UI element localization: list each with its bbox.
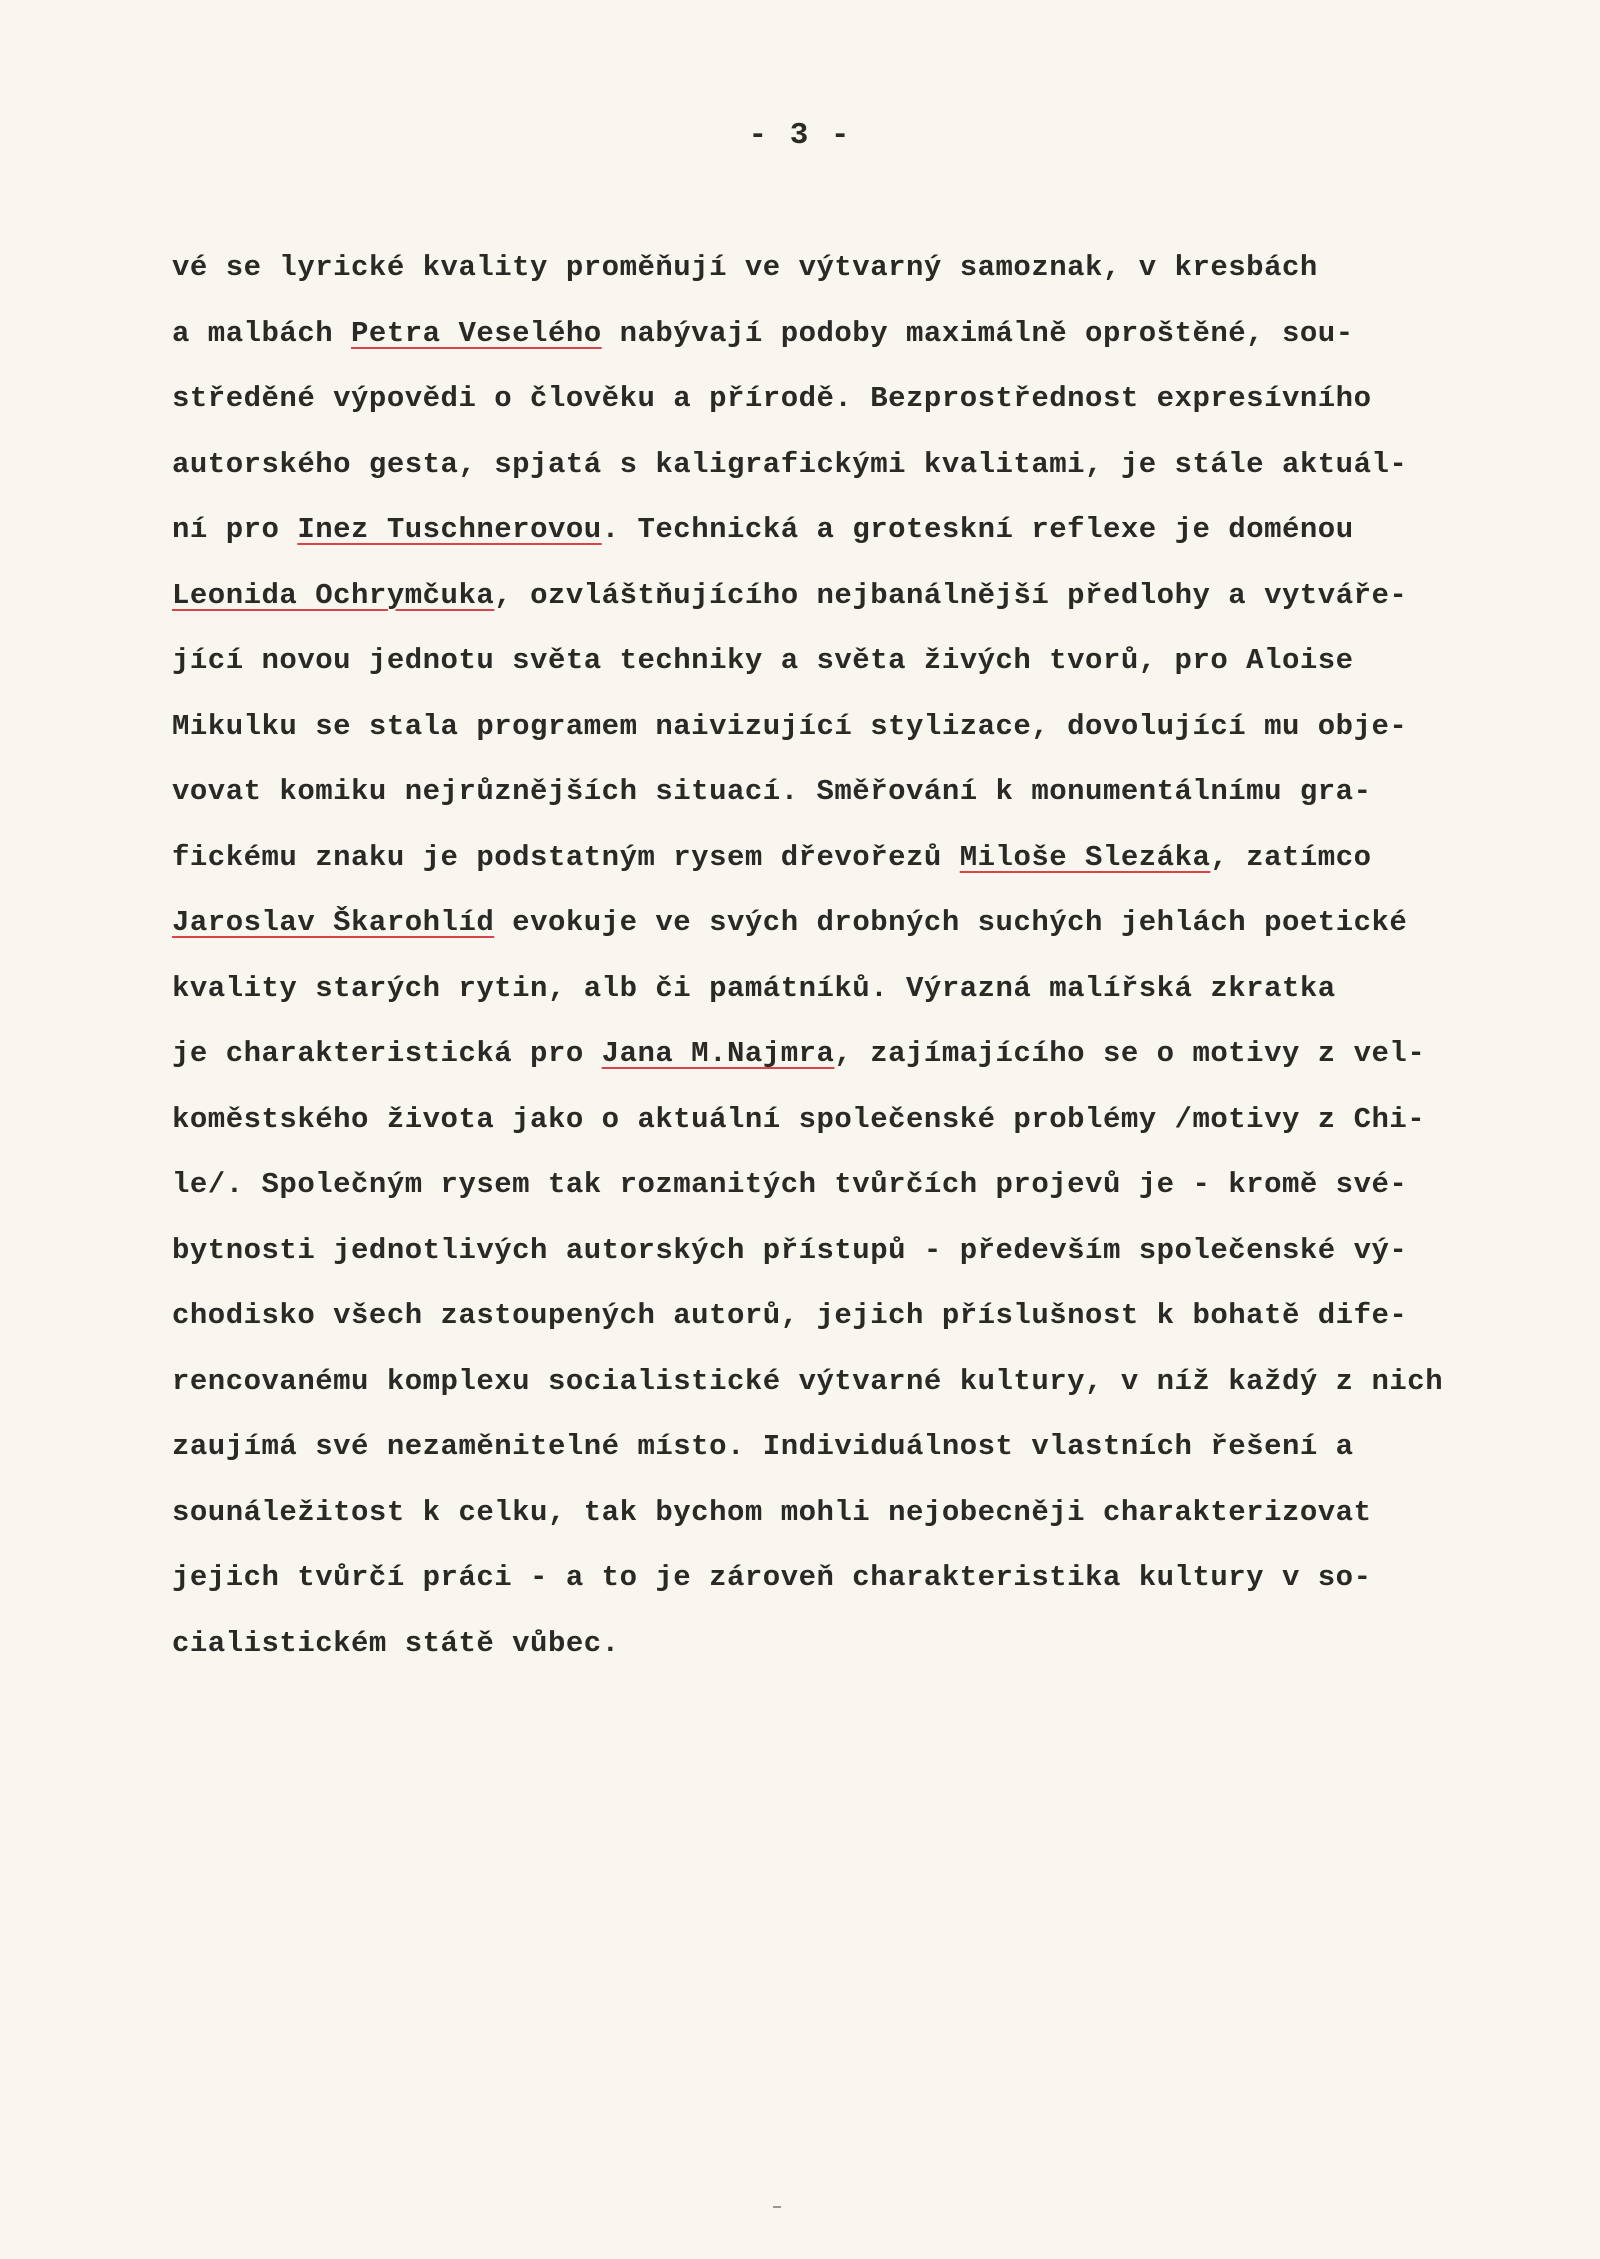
text-segment: středěné výpovědi o člověku a přírodě. Bezprostřednost expresívního — [172, 382, 1372, 415]
text-segment: vé se lyrické kvality proměňují ve výtvarný samoznak, v kresbách — [172, 251, 1318, 284]
text-segment: je charakteristická pro — [172, 1037, 602, 1070]
text-segment: jejich tvůrčí práci - a to je zároveň charakteristika kultury v so- — [172, 1561, 1372, 1594]
text-line — [172, 379, 1592, 445]
text-segment: ní pro — [172, 513, 298, 546]
text-line — [172, 1624, 1592, 1690]
text-segment: jící novou jednotu světa techniky a světa živých tvorů, pro Aloise — [172, 644, 1354, 677]
text-segment: , zatímco — [1210, 840, 1372, 874]
text-segment: evokuje ve svých drobných suchých jehlách poetické — [494, 906, 1408, 939]
text-line — [172, 707, 1592, 773]
text-line — [172, 248, 1592, 314]
text-line — [172, 314, 1592, 380]
text-line — [172, 903, 1592, 969]
body-text — [172, 248, 1592, 1689]
text-segment: Mikulku se stala programem naivizující stylizace, dovolující mu obje- — [172, 709, 1408, 743]
text-line — [172, 1034, 1592, 1100]
text-line — [172, 1165, 1592, 1231]
underlined-name: Jana M.Najmra — [601, 1037, 835, 1070]
text-line — [172, 838, 1592, 904]
text-segment: . Technická a groteskní reflexe je doménou — [601, 513, 1354, 546]
text-line — [172, 1231, 1592, 1297]
text-segment: autorského gesta, spjatá s kaligrafickými kvalitami, je stále aktuál- — [172, 447, 1408, 481]
underlined-name: Petra Veselého — [351, 316, 602, 350]
text-segment: , ozvláštňujícího nejbanálnější předlohy a vytváře- — [494, 578, 1408, 612]
text-line — [172, 510, 1592, 576]
text-segment: bytnosti jednotlivých autorských přístupů - především společenské vý- — [172, 1233, 1408, 1267]
text-segment: kvality starých rytin, alb či památníků. Výrazná malířská zkratka — [172, 971, 1336, 1005]
text-segment: cialistickém státě vůbec. — [172, 1626, 620, 1660]
text-segment: , zajímajícího se o motivy z vel- — [834, 1037, 1426, 1070]
text-line — [172, 772, 1592, 838]
text-line — [172, 1362, 1592, 1428]
text-segment: rencovanému komplexu socialistické výtvarné kultury, v níž každý z nich — [172, 1364, 1444, 1398]
text-line — [172, 1427, 1592, 1493]
text-segment: chodisko všech zastoupených autorů, jejich příslušnost k bohatě dife- — [172, 1299, 1408, 1332]
underlined-name: Miloše Slezáka — [959, 840, 1211, 874]
text-line — [172, 1296, 1592, 1362]
text-segment: sounáležitost k celku, tak bychom mohli nejobecněji charakterizovat — [172, 1495, 1372, 1529]
underlined-name: Jaroslav Škarohlíd — [172, 906, 495, 939]
text-line — [172, 1100, 1592, 1166]
text-segment: koměstského života jako o aktuální společenské problémy /motivy z Chi- — [172, 1102, 1426, 1136]
text-line — [172, 641, 1592, 707]
text-segment: zaujímá své nezaměnitelné místo. Individuálnost vlastních řešení a — [172, 1430, 1354, 1463]
text-line — [172, 1493, 1592, 1559]
text-segment: fickému znaku je podstatným rysem dřevořezů — [172, 840, 960, 874]
text-segment: le/. Společným rysem tak rozmanitých tvůrčích projevů je - kromě své- — [172, 1168, 1408, 1201]
underlined-name: Inez Tuschnerovou — [297, 513, 602, 546]
text-segment: vovat komiku nejrůznějších situací. Směřování k monumentálnímu gra- — [172, 775, 1372, 808]
text-line — [172, 1558, 1592, 1624]
text-line — [172, 969, 1592, 1035]
text-line — [172, 576, 1592, 642]
text-segment: nabývají podoby maximálně oproštěné, sou- — [601, 316, 1354, 350]
page-number: - 3 - — [748, 118, 852, 153]
underlined-name: Leonida Ochrymčuka — [172, 578, 495, 612]
text-segment: a malbách — [172, 316, 352, 350]
bottom-mark — [773, 2206, 781, 2208]
text-line — [172, 445, 1592, 511]
